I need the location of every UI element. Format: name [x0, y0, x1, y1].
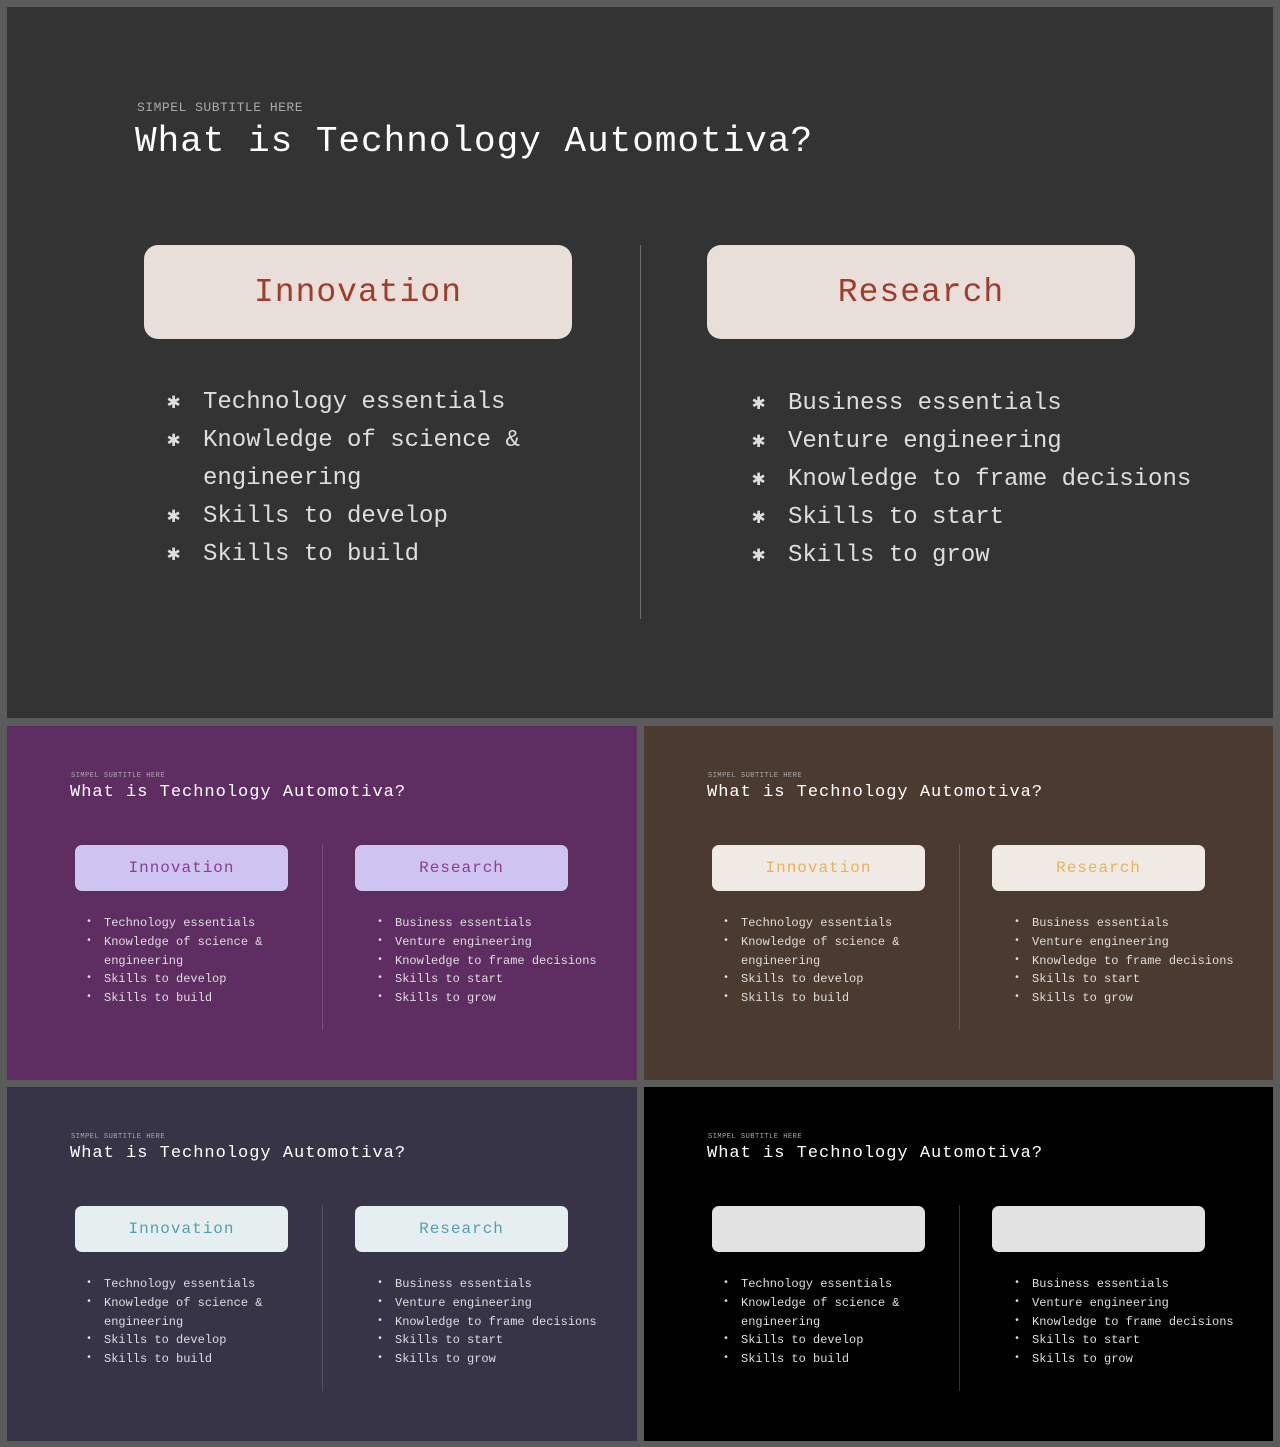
column-divider	[640, 245, 641, 619]
list-item	[723, 1350, 899, 1369]
bullet-icon: ✱	[752, 429, 766, 454]
list-item	[377, 933, 597, 952]
list-item-text: Knowledge of science &	[203, 427, 520, 454]
list-item-text: Knowledge to frame decisions	[1032, 1314, 1234, 1329]
list-item-text: Business essentials	[395, 1277, 532, 1291]
bullet-icon: ✱	[752, 543, 766, 568]
slide-preview-navy[interactable]	[7, 1087, 637, 1441]
bullet-icon: •	[86, 973, 93, 985]
list-item	[1014, 1331, 1234, 1350]
innovation-card: Innovation	[712, 845, 925, 891]
list-item	[167, 536, 520, 574]
list-item	[752, 423, 1191, 461]
column-divider	[322, 844, 323, 1030]
innovation-list	[86, 914, 263, 1008]
column-divider	[322, 1205, 323, 1391]
list-item	[86, 989, 262, 1008]
list-item-text: Skills to grow	[395, 1352, 496, 1367]
list-item-continuation	[104, 1313, 262, 1332]
bullet-icon: •	[723, 1278, 730, 1289]
bullet-icon: •	[1014, 1315, 1021, 1327]
slide-subtitle: SIMPEL SUBTITLE HERE	[71, 772, 166, 780]
list-item-text: Technology essentials	[104, 1277, 256, 1291]
list-item	[167, 384, 520, 422]
innovation-card: Innovation	[712, 1206, 925, 1252]
list-item	[1014, 1294, 1234, 1313]
list-item-text: Skills to start	[395, 1333, 504, 1348]
bullet-icon: •	[377, 973, 384, 985]
list-item-continuation	[741, 1313, 899, 1332]
bullet-icon: •	[723, 1296, 730, 1308]
bullet-icon: •	[86, 1278, 93, 1289]
list-item-text: Skills to build	[203, 541, 420, 568]
list-item	[1014, 1275, 1234, 1294]
list-item-text: Business essentials	[1032, 1277, 1169, 1291]
research-list	[377, 914, 597, 1008]
list-item	[1014, 952, 1234, 971]
slide-title: What is Technology Automotiva?	[135, 121, 814, 162]
list-item	[752, 499, 1191, 537]
list-item	[377, 1275, 597, 1294]
list-item-text: Knowledge of science &	[104, 934, 263, 949]
list-item-text: Skills to grow	[1032, 1352, 1133, 1367]
list-item-text: engineering	[104, 1314, 184, 1329]
bullet-icon: •	[86, 1334, 93, 1346]
list-item	[1014, 1313, 1234, 1332]
bullet-icon: •	[377, 1278, 384, 1289]
list-item	[86, 914, 262, 933]
list-item	[752, 385, 1191, 423]
innovation-list	[167, 384, 520, 574]
bullet-icon: •	[723, 973, 730, 985]
list-item	[377, 914, 597, 933]
bullet-icon: •	[86, 1353, 93, 1365]
list-item-text: Skills to start	[788, 504, 1005, 531]
bullet-icon: •	[1014, 1353, 1021, 1365]
slide-title: What is Technology Automotiva?	[70, 1144, 407, 1163]
research-card: Research	[707, 245, 1135, 339]
list-item-text: Skills to build	[104, 1352, 213, 1367]
bullet-icon: •	[1014, 973, 1021, 985]
bullet-icon: •	[723, 1334, 730, 1346]
innovation-list	[86, 1275, 263, 1369]
bullet-icon: •	[377, 1353, 384, 1365]
bullet-icon: •	[377, 917, 384, 928]
list-item-text: Skills to develop	[104, 1333, 227, 1348]
list-item	[723, 989, 899, 1008]
list-item-text: Skills to develop	[104, 972, 227, 987]
list-item	[723, 1331, 899, 1350]
list-item-text: engineering	[104, 953, 184, 968]
list-item	[1014, 1350, 1234, 1369]
list-item-text: Knowledge to frame decisions	[395, 1314, 597, 1329]
bullet-icon: •	[1014, 935, 1021, 947]
list-item	[723, 970, 899, 989]
list-item	[377, 1350, 597, 1369]
list-item	[86, 1275, 262, 1294]
research-card: Research	[355, 1206, 568, 1252]
bullet-icon: •	[377, 935, 384, 947]
bullet-icon: •	[377, 1334, 384, 1346]
bullet-icon: •	[86, 935, 93, 947]
list-item-text: Skills to build	[741, 991, 850, 1006]
bullet-icon: ✱	[752, 391, 766, 416]
list-item-text: Knowledge to frame decisions	[788, 466, 1192, 493]
bullet-icon: •	[1014, 992, 1021, 1004]
list-item	[752, 537, 1191, 575]
bullet-icon: •	[377, 1296, 384, 1308]
list-item-text: Skills to develop	[741, 972, 864, 987]
slide-preview-brown[interactable]	[644, 726, 1273, 1080]
bullet-icon: •	[1014, 1334, 1021, 1346]
list-item-text: Skills to grow	[395, 991, 496, 1006]
list-item-text: Business essentials	[788, 390, 1062, 417]
list-item-text: Technology essentials	[741, 916, 893, 930]
bullet-icon: •	[86, 992, 93, 1004]
list-item-text: Knowledge of science &	[104, 1295, 263, 1310]
bullet-icon: •	[723, 935, 730, 947]
bullet-icon: •	[377, 1315, 384, 1327]
list-item-text: Technology essentials	[203, 389, 506, 416]
list-item-text: Skills to develop	[203, 503, 448, 530]
slide-preview-dark-gray[interactable]	[7, 7, 1273, 718]
list-item	[723, 914, 899, 933]
list-item-text: Venture engineering	[1032, 934, 1169, 949]
list-item-text: Knowledge of science &	[741, 1295, 900, 1310]
list-item-text: Technology essentials	[104, 916, 256, 930]
list-item-continuation	[203, 460, 520, 498]
list-item-text: Knowledge to frame decisions	[1032, 953, 1234, 968]
list-item-text: Skills to build	[104, 991, 213, 1006]
slide-subtitle: SIMPEL SUBTITLE HERE	[137, 100, 304, 115]
innovation-list	[723, 914, 900, 1008]
bullet-icon: •	[86, 917, 93, 928]
bullet-icon: ✱	[752, 467, 766, 492]
bullet-icon: •	[723, 1353, 730, 1365]
bullet-icon: ✱	[167, 428, 181, 453]
list-item	[1014, 989, 1234, 1008]
column-divider	[959, 844, 960, 1030]
list-item-text: Knowledge of science &	[741, 934, 900, 949]
list-item-text: Business essentials	[1032, 916, 1169, 930]
list-item	[86, 970, 262, 989]
slide-preview-purple[interactable]	[7, 726, 637, 1080]
list-item-text: Venture engineering	[395, 1295, 532, 1310]
bullet-icon: •	[1014, 917, 1021, 928]
bullet-icon: ✱	[167, 390, 181, 415]
slide-preview-black[interactable]	[644, 1087, 1273, 1441]
bullet-icon: •	[1014, 954, 1021, 966]
bullet-icon: •	[86, 1296, 93, 1308]
list-item-text: engineering	[741, 953, 821, 968]
list-item	[86, 1331, 262, 1350]
list-item-text: Knowledge to frame decisions	[395, 953, 597, 968]
bullet-icon: ✱	[752, 505, 766, 530]
list-item	[86, 1294, 263, 1313]
list-item	[167, 422, 520, 460]
research-list	[377, 1275, 597, 1369]
list-item	[86, 933, 263, 952]
bullet-icon: •	[377, 954, 384, 966]
slide-subtitle: SIMPEL SUBTITLE HERE	[708, 772, 803, 780]
list-item	[723, 933, 900, 952]
research-card: Research	[992, 1206, 1205, 1252]
bullet-icon: ✱	[167, 504, 181, 529]
column-divider	[959, 1205, 960, 1391]
innovation-card: Innovation	[75, 845, 288, 891]
list-item	[377, 1313, 597, 1332]
slide-subtitle: SIMPEL SUBTITLE HERE	[708, 1133, 803, 1141]
innovation-card: Innovation	[144, 245, 572, 339]
list-item-text: Technology essentials	[741, 1277, 893, 1291]
research-list	[1014, 1275, 1234, 1369]
list-item	[86, 1350, 262, 1369]
list-item	[377, 970, 597, 989]
bullet-icon: •	[1014, 1296, 1021, 1308]
list-item-text: Skills to start	[1032, 972, 1141, 987]
list-item-text: Business essentials	[395, 916, 532, 930]
list-item	[752, 461, 1192, 499]
list-item-text: Skills to grow	[788, 542, 990, 569]
research-card: Research	[992, 845, 1205, 891]
research-list	[1014, 914, 1234, 1008]
list-item	[1014, 914, 1234, 933]
list-item-text: Skills to start	[1032, 1333, 1141, 1348]
innovation-card: Innovation	[75, 1206, 288, 1252]
bullet-icon: •	[1014, 1278, 1021, 1289]
list-item	[377, 952, 597, 971]
list-item	[723, 1275, 899, 1294]
innovation-list	[723, 1275, 900, 1369]
slide-title: What is Technology Automotiva?	[707, 783, 1044, 802]
list-item	[1014, 970, 1234, 989]
list-item	[1014, 933, 1234, 952]
bullet-icon: •	[723, 917, 730, 928]
bullet-icon: •	[723, 992, 730, 1004]
list-item	[377, 1294, 597, 1313]
list-item-text: Venture engineering	[788, 428, 1062, 455]
list-item-continuation	[104, 952, 262, 971]
bullet-icon: •	[377, 992, 384, 1004]
list-item-text: Venture engineering	[1032, 1295, 1169, 1310]
list-item-text: Skills to build	[741, 1352, 850, 1367]
list-item	[377, 1331, 597, 1350]
list-item-text: Venture engineering	[395, 934, 532, 949]
bullet-icon: ✱	[167, 542, 181, 567]
list-item	[723, 1294, 900, 1313]
research-list	[752, 385, 1192, 575]
list-item	[377, 989, 597, 1008]
list-item-text: Skills to start	[395, 972, 504, 987]
list-item-text: engineering	[741, 1314, 821, 1329]
slide-title: What is Technology Automotiva?	[707, 1144, 1044, 1163]
list-item-text: Skills to develop	[741, 1333, 864, 1348]
list-item-text: Skills to grow	[1032, 991, 1133, 1006]
research-card: Research	[355, 845, 568, 891]
list-item-text: engineering	[203, 465, 362, 492]
slide-subtitle: SIMPEL SUBTITLE HERE	[71, 1133, 166, 1141]
list-item-continuation	[741, 952, 899, 971]
list-item	[167, 498, 520, 536]
slide-title: What is Technology Automotiva?	[70, 783, 407, 802]
